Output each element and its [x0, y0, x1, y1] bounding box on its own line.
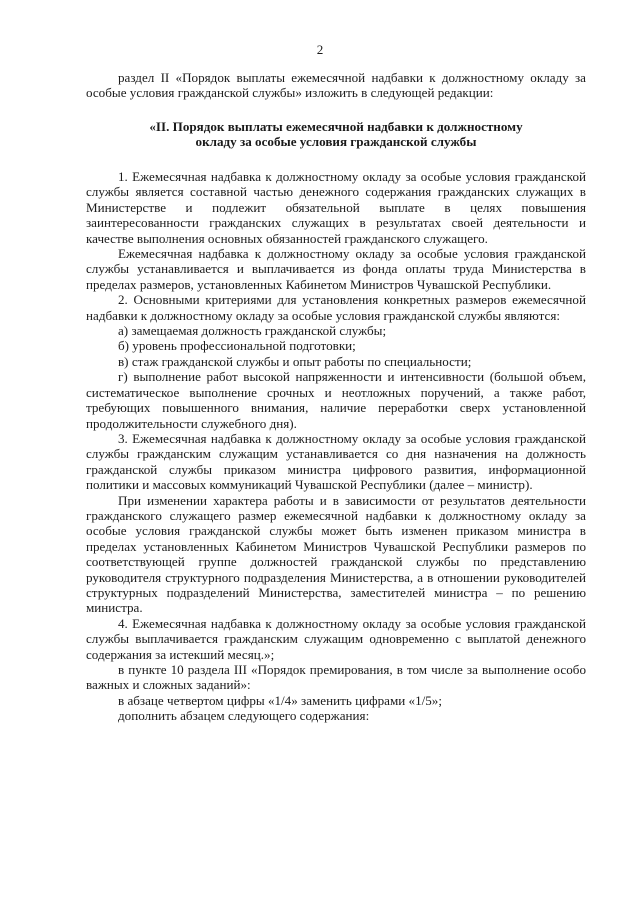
paragraph-8: в абзаце четвертом цифры «1/4» заменить цифрами «1/5»;	[118, 692, 442, 708]
section-heading-line-1: «II. Порядок выплаты ежемесячной надбавки к должностному	[149, 119, 523, 134]
paragraph-6: 4. Ежемесячная надбавка к должностному окладу за особые условия гражданской службы выплачивается гражданским служащим одновременно с выплатой денежного содержания за истекший месяц.»;	[86, 615, 586, 662]
list-item-g: г) выполнение работ высокой напряженности и интенсивности (большой объем, систематическое выполнение срочных и неотложных поручений, а также работ, требующих повышенного внимания, наличие переработки сверх установленной продолжительности служебного дня).	[86, 369, 586, 431]
paragraph-2: Ежемесячная надбавка к должностному окладу за особые условия гражданской службы устанавливается и выплачивается из фонда оплаты труда Министерства в пределах размеров, установленных Кабинетом Министров Чувашской Республики.	[86, 246, 586, 292]
list-item-b: б) уровень профессиональной подготовки;	[118, 338, 356, 354]
list-item-v: в) стаж гражданской службы и опыт работы по специальности;	[118, 353, 472, 369]
page-number: 2	[316, 42, 324, 57]
section-heading	[86, 119, 586, 150]
paragraph-3: 2. Основными критериями для установления конкретных размеров ежемесячной надбавки к должностному окладу за особые условия гражданской службы являются:	[86, 292, 586, 323]
paragraph-7: в пункте 10 раздела III «Порядок премирования, в том числе за выполнение особо важных и сложных заданий»:	[86, 662, 586, 693]
paragraph-4: 3. Ежемесячная надбавка к должностному окладу за особые условия гражданской службы гражданским служащим устанавливается со дня назначения на должность гражданской службы приказом министра цифрового развития, информационной политики и массовых коммуникаций Чувашской Республики (далее – министр).	[86, 430, 586, 493]
paragraph-5: При изменении характера работы и в зависимости от результатов деятельности гражданского служащего размер ежемесячной надбавки к должностному окладу за особые условия гражданской службы может быть изменен приказом министра в пределах установленных Кабинетом Министров Чувашской Республики размеров по соответствующей группе должностей гражданской службы по представлению руководителя структурного подразделения Министерства, а в отношении руководителей структурных подразделений Министерства, заместителей министра – по решению министра.	[86, 492, 586, 616]
list-item-a: а) замещаемая должность гражданской службы;	[118, 323, 387, 339]
section-heading-line-2: окладу за особые условия гражданской службы	[195, 134, 477, 150]
paragraph-9: дополнить абзацем следующего содержания:	[118, 708, 370, 724]
intro-paragraph: раздел II «Порядок выплаты ежемесячной надбавки к должностному окладу за особые условия гражданской службы» изложить в следующей редакции:	[86, 70, 586, 101]
paragraph-1: 1. Ежемесячная надбавка к должностному окладу за особые условия гражданской службы является составной частью денежного содержания гражданских служащих в Министерстве и подлежит обязательной выплате в целях повышения заинтересованности гражданских служащих в результатах своей деятельности и качестве выполнения основных обязанностей гражданского служащего.	[86, 169, 586, 246]
document-body	[86, 169, 586, 724]
